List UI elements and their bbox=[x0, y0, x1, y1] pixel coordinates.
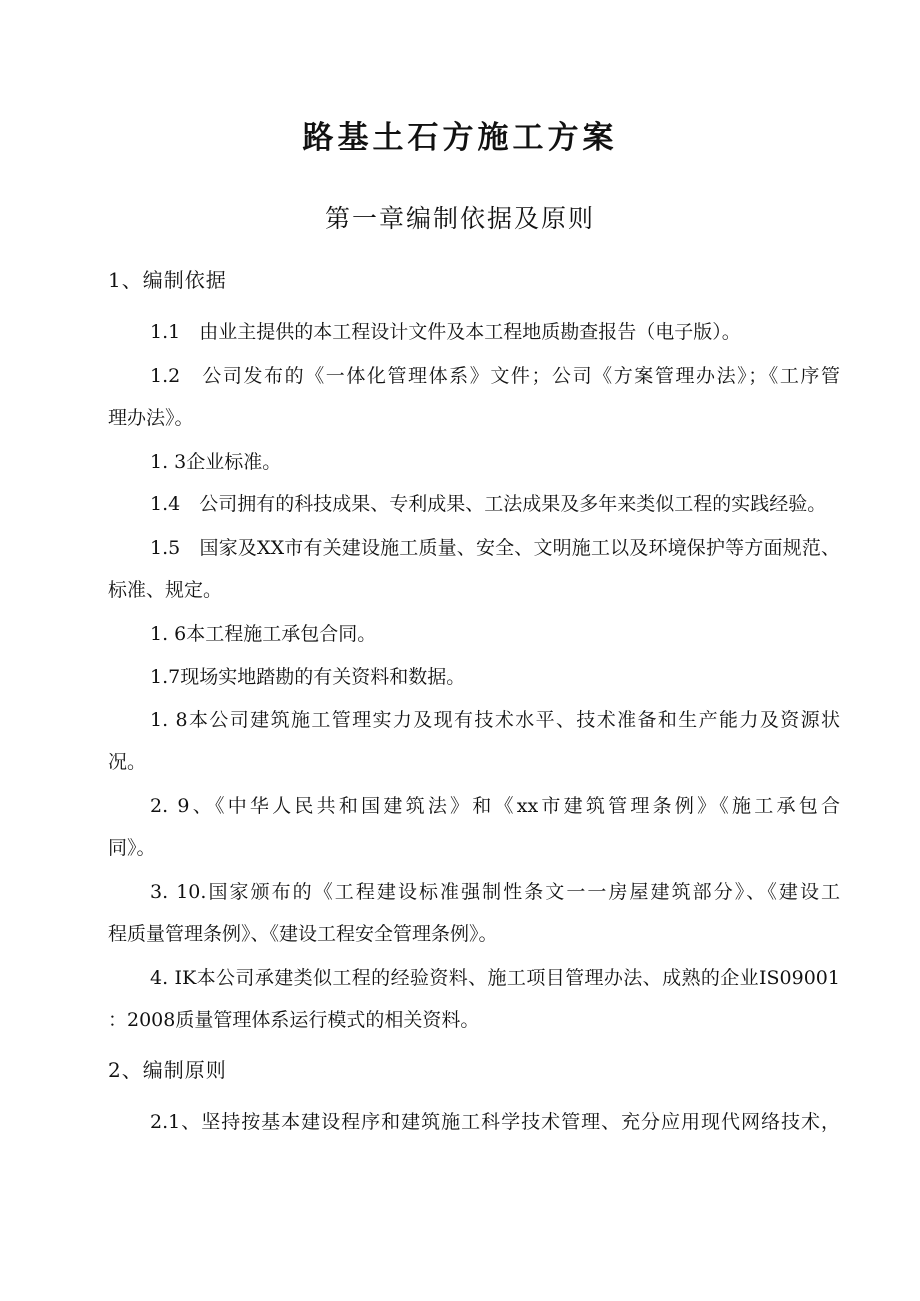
paragraph-1-7: 1.7现场实地踏勘的有关资料和数据。 bbox=[150, 666, 466, 688]
chapter-heading: 第一章编制依据及原则 bbox=[324, 204, 595, 233]
paragraph-1-2: 1.2 公司发布的《一体化管理体系》文件；公司《方案管理办法》；《工序管 bbox=[150, 365, 840, 387]
paragraph-1-1: 1.1 由业主提供的本工程设计文件及本工程地质勘查报告（电子版）。 bbox=[150, 321, 741, 343]
document-title: 路基土石方施工方案 bbox=[302, 120, 618, 156]
paragraph-1-5-cont: 标准、规定。 bbox=[108, 579, 223, 601]
section-heading-principles: 2、编制原则 bbox=[108, 1058, 227, 1082]
paragraph-2-cont: 同》。 bbox=[108, 837, 156, 859]
paragraph-4: 4. IK本公司承建类似工程的经验资料、施工项目管理办法、成熟的企业IS09001 bbox=[150, 967, 840, 989]
paragraph-2: 2. 9、《中华人民共和国建筑法》和《xx市建筑管理条例》《施工承包合 bbox=[150, 795, 840, 817]
paragraph-2-1: 2.1、坚持按基本建设程序和建筑施工科学技术管理、充分应用现代网络技术， bbox=[150, 1111, 840, 1133]
paragraph-1-8-cont: 况。 bbox=[108, 751, 147, 773]
paragraph-1-6: 1. 6本工程施工承包合同。 bbox=[150, 623, 377, 645]
paragraph-1-8: 1. 8本公司建筑施工管理实力及现有技术水平、技术准备和生产能力及资源状 bbox=[150, 709, 840, 731]
paragraph-1-3: 1. 3企业标准。 bbox=[150, 451, 282, 473]
section-heading-basis: 1、编制依据 bbox=[108, 268, 227, 292]
paragraph-1-5: 1.5 国家及XX市有关建设施工质量、安全、文明施工以及环境保护等方面规范、 bbox=[150, 537, 840, 559]
paragraph-4-cont: ：2008质量管理体系运行模式的相关资料。 bbox=[108, 1009, 480, 1031]
paragraph-3-cont: 程质量管理条例》、《建设工程安全管理条例》。 bbox=[108, 923, 498, 945]
paragraph-1-4: 1.4 公司拥有的科技成果、专利成果、工法成果及多年来类似工程的实践经验。 bbox=[150, 493, 827, 515]
paragraph-3: 3. 10.国家颁布的《工程建设标准强制性条文一一房屋建筑部分》、《建设工 bbox=[150, 881, 840, 903]
paragraph-1-2-cont: 理办法》。 bbox=[108, 407, 194, 429]
